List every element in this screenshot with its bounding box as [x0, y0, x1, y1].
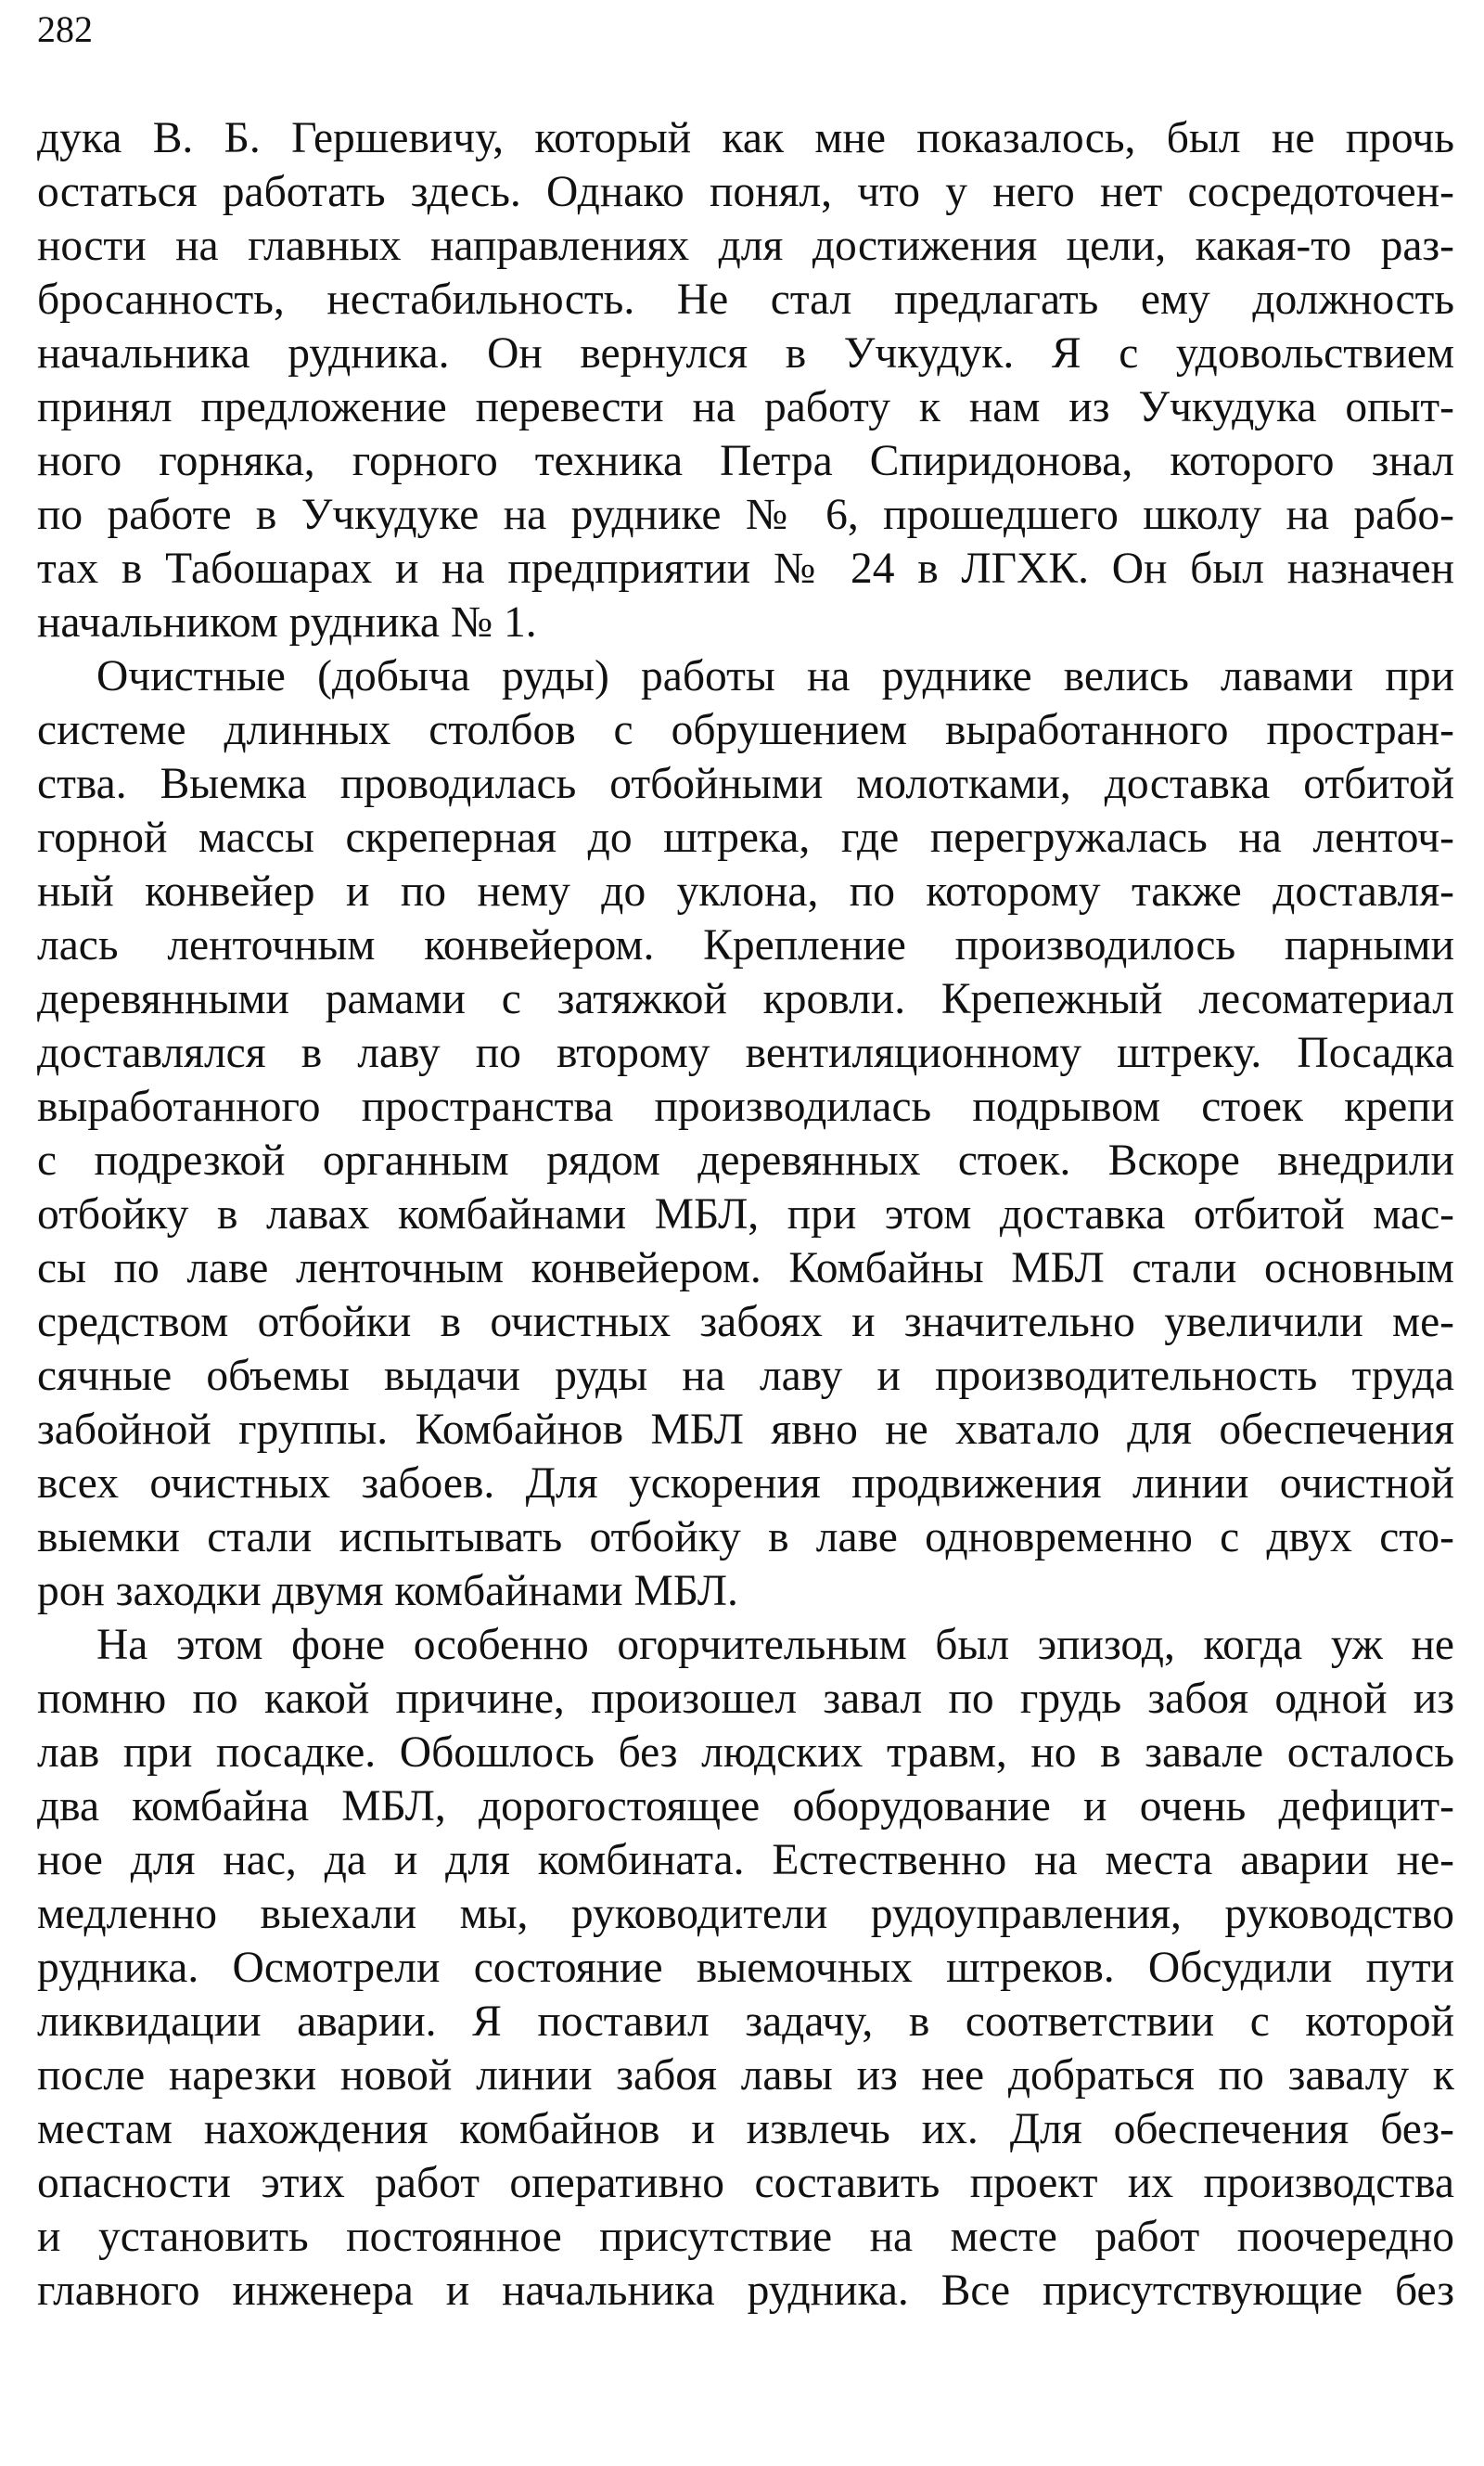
text-line: выработанного пространства производилась подрывом стоек крепи — [37, 1083, 1454, 1131]
text-line: местам нахождения комбайнов и извлечь их. Для обеспечения без- — [37, 2105, 1454, 2153]
text-line: принял предложение перевести на работу к нам из Учкудука опыт- — [37, 383, 1454, 431]
text-line: деревянными рамами с затяжкой кровли. Крепежный лесоматериал — [37, 975, 1454, 1023]
text-line: сы по лаве ленточным конвейером. Комбайны МБЛ стали основным — [37, 1244, 1454, 1292]
text-line: системе длинных столбов с обрушением выработанного простран- — [37, 706, 1454, 754]
text-line: отбойку в лавах комбайнами МБЛ, при этом доставка отбитой мас- — [37, 1190, 1454, 1239]
text-line: рудника. Осмотрели состояние выемочных штреков. Обсудили пути — [37, 1944, 1454, 1992]
text-line: ликвидации аварии. Я поставил задачу, в соответствии с которой — [37, 1997, 1454, 2046]
text-line: после нарезки новой линии забоя лавы из нее добраться по завалу к — [37, 2051, 1454, 2100]
text-line: начальника рудника. Он вернулся в Учкудук. Я с удовольствием — [37, 329, 1454, 378]
body-text — [37, 111, 1454, 2318]
text-line: выемки стали испытывать отбойку в лаве одновременно с двух сто- — [37, 1513, 1454, 1561]
text-line: тах в Табошарах и на предприятии № 24 в ЛГХК. Он был назначен — [37, 545, 1454, 593]
text-line: ности на главных направлениях для достижения цели, какая-то раз- — [37, 222, 1454, 270]
text-line: доставлялся в лаву по второму вентиляционному штреку. Посадка — [37, 1029, 1454, 1077]
text-line: помню по какой причине, произошел завал по грудь забоя одной из — [37, 1675, 1454, 1723]
paragraph — [37, 649, 1454, 1618]
text-line: На этом фоне особенно огорчительным был эпизод, когда уж не — [96, 1621, 1454, 1669]
page-number: 282 — [37, 8, 93, 50]
text-line: горной массы скреперная до штрека, где перегружалась на ленточ- — [37, 814, 1454, 862]
text-line: Очистные (добыча руды) работы на руднике велись лавами при — [96, 652, 1454, 700]
text-line: рон заходки двумя комбайнами МБЛ. — [37, 1567, 738, 1615]
paragraph — [37, 1618, 1454, 2318]
text-line: остаться работать здесь. Однако понял, что у него нет сосредоточен- — [37, 168, 1454, 216]
text-line: лав при посадке. Обошлось без людских травм, но в завале осталось — [37, 1728, 1454, 1777]
text-line: ный конвейер и по нему до уклона, по которому также доставля- — [37, 867, 1454, 916]
text-line: бросанность, нестабильность. Не стал предлагать ему должность — [37, 276, 1454, 324]
text-line: ства. Выемка проводилась отбойными молотками, доставка отбитой — [37, 760, 1454, 808]
text-line: по работе в Учкудуке на руднике № 6, прошедшего школу на рабо- — [37, 491, 1454, 539]
text-line: опасности этих работ оперативно составить проект их производства — [37, 2159, 1454, 2207]
paragraph — [37, 111, 1454, 649]
text-line: лась ленточным конвейером. Крепление производилось парными — [37, 921, 1454, 970]
text-line: всех очистных забоев. Для ускорения продвижения линии очистной — [37, 1459, 1454, 1508]
text-line: ного горняка, горного техника Петра Спиридонова, которого знал — [37, 437, 1454, 485]
text-line: главного инженера и начальника рудника. Все присутствующие без — [37, 2267, 1454, 2315]
text-line: медленно выехали мы, руководители рудоуправления, руководство — [37, 1890, 1454, 1938]
text-line: дука В. Б. Гершевичу, который как мне показалось, был не прочь — [37, 114, 1454, 162]
text-line: с подрезкой органным рядом деревянных стоек. Вскоре внедрили — [37, 1137, 1454, 1185]
text-line: средством отбойки в очистных забоях и значительно увеличили ме- — [37, 1298, 1454, 1346]
text-line: и установить постоянное присутствие на месте работ поочередно — [37, 2213, 1454, 2261]
text-line: начальником рудника № 1. — [37, 598, 537, 647]
text-line: забойной группы. Комбайнов МБЛ явно не хватало для обеспечения — [37, 1406, 1454, 1454]
text-line: сячные объемы выдачи руды на лаву и производительность труда — [37, 1352, 1454, 1400]
text-line: два комбайна МБЛ, дорогостоящее оборудование и очень дефицит- — [37, 1782, 1454, 1830]
text-line: ное для нас, да и для комбината. Естественно на места аварии не- — [37, 1836, 1454, 1884]
